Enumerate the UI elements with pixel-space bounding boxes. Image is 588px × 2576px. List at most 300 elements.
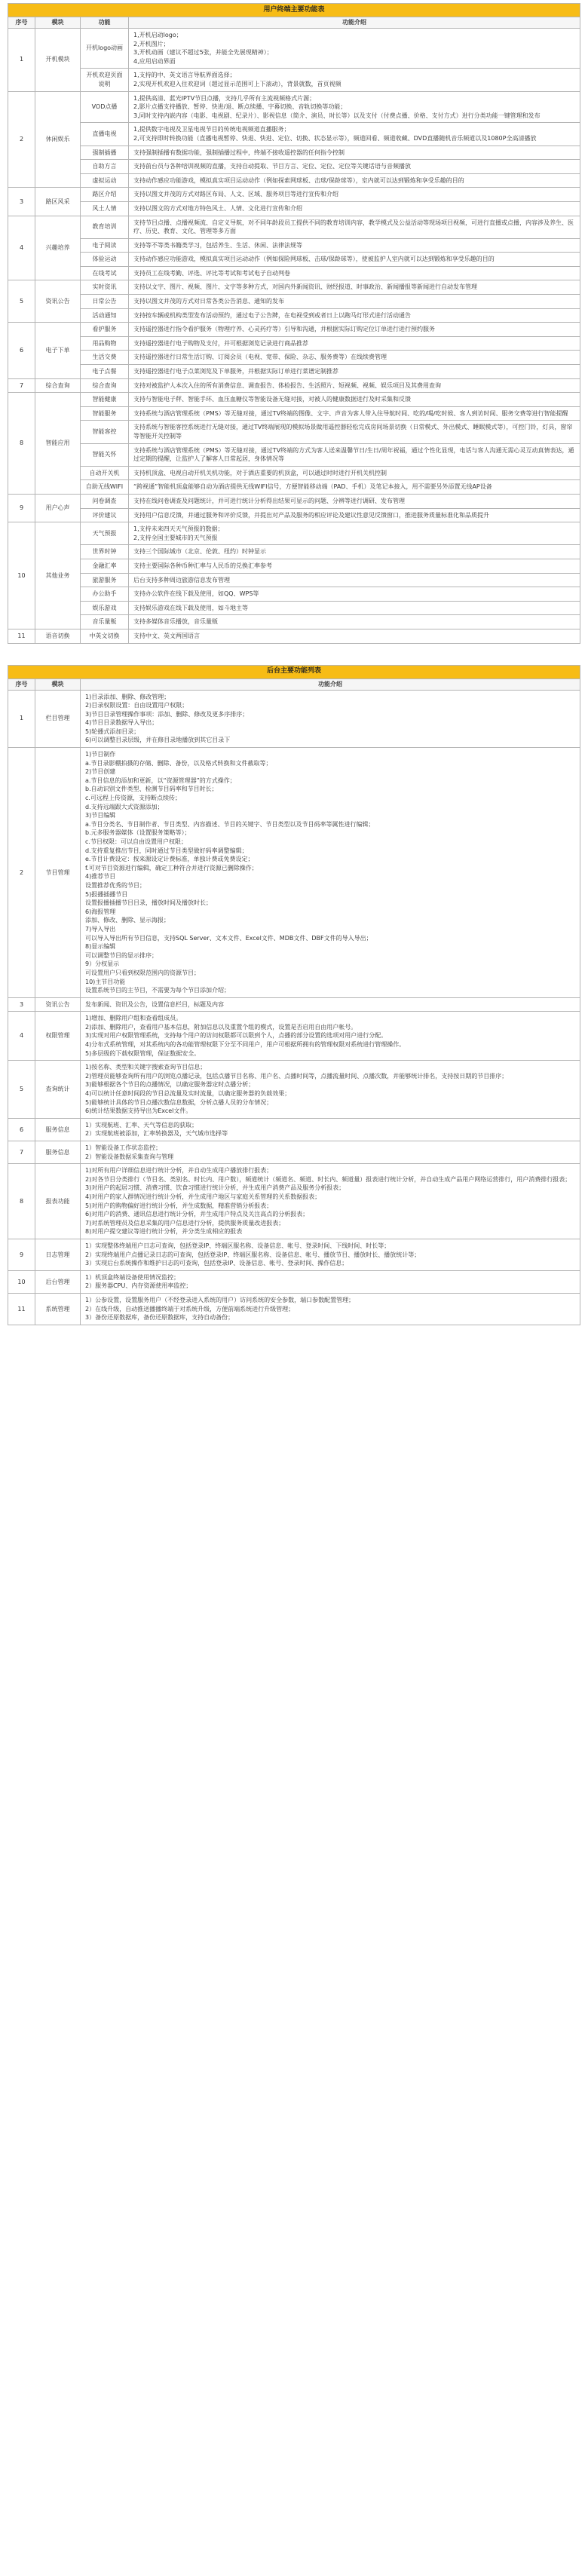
back-row xyxy=(8,1141,580,1164)
description-line: 1)对所有用户详细信息进行统计分析，并自动生成用户播放排行报表； xyxy=(85,1167,273,1175)
function-description xyxy=(129,323,580,337)
back-row xyxy=(8,1012,580,1061)
front-table-body xyxy=(8,29,580,644)
description-line: 可以导入导出所有节目信息，支持SQL Server、文本文件、Excel文件、MDB文件、DBF文件的导入导出； xyxy=(85,934,372,942)
description-line: 6)可以调整目录层级，并在修目录地播放到其它目录下 xyxy=(85,737,231,744)
function-description xyxy=(129,336,580,351)
function-description xyxy=(81,1012,580,1061)
description-line: 支持强制插播有数据功能，强制插播过程中，终端不接收遥控器的任何指令控制 xyxy=(133,149,345,156)
description-line: b.自动识别文件类型、检测节目码率和节目时长； xyxy=(85,786,218,793)
description-line: 支持动作感应功能游戏，模拟真实项目运动动作（例如探索网球板、击球/保龄球等），室内就可以达到锻炼和享受乐趣的目的 xyxy=(133,176,464,184)
back-row xyxy=(8,1239,580,1270)
description-line: 1)增加、删除用户组和查看组成员。 xyxy=(85,1015,182,1022)
function-description xyxy=(81,1270,580,1293)
description-line: 2,可支持即时转换功能（直播电视暂停、快退、快进、定位、切换、状态显示等），频道回看、频道收藏、DVD直播随机音乐频道以及1080P全高清播放 xyxy=(133,134,537,142)
description-line: 支持娱乐游戏在线下载及使用，如斗地主等 xyxy=(133,604,248,611)
module-name: 查询统计 xyxy=(35,1061,81,1119)
back-row xyxy=(8,748,580,998)
function-name: 智能关怀 xyxy=(81,443,129,466)
function-description xyxy=(129,91,580,123)
description-line: 2,实现开机欢迎入住欢迎词（超过显示范围可上下滚动），背景就数，首页视频 xyxy=(133,80,341,87)
description-line: 支持以图文的方式对地方特色风土、人情、文化进行宣传和介绍 xyxy=(133,204,302,212)
function-description xyxy=(81,1239,580,1270)
description-line: 4,应用启动界面 xyxy=(133,57,176,65)
back-row xyxy=(8,997,580,1012)
function-description xyxy=(129,160,580,174)
description-line: d.支持远端跟大式资源添加； xyxy=(85,803,164,810)
module-name: 报表功能 xyxy=(35,1164,81,1239)
function-name: 自动开关机 xyxy=(81,466,129,480)
description-line: 支持系统与酒店管理系统（PMS）等无缝对接，通过TV终端的方式为客人送来温馨节日/生日/周年祝福，通过个性化显现，电话与客人沟通无需心灵互动真情表达，通过定期的提醒，让监护人了解客人日常起居，身体情况等 xyxy=(133,446,574,463)
back-row xyxy=(8,1061,580,1119)
function-name: 实时资讯 xyxy=(81,280,129,295)
module-name: 后台管理 xyxy=(35,1270,81,1293)
module-name: 栏目管理 xyxy=(35,690,81,748)
description-line: 10)主节目功能 xyxy=(85,978,126,985)
description-line: 3)实现对用户权限管理系统，支持每个用户的访问权限都可以限到个人，点播的部分设置的选项对用户进行分配。 xyxy=(85,1032,387,1040)
function-description xyxy=(129,238,580,253)
description-line: 7)对系统管理员及信息采集的用户信息进行分析，提供服务质量改进报表； xyxy=(85,1219,285,1227)
function-description xyxy=(129,393,580,407)
front-row xyxy=(8,351,580,365)
front-row xyxy=(8,253,580,267)
function-description xyxy=(129,573,580,587)
description-line: 1）智能设备工作状态监控； xyxy=(85,1144,162,1151)
function-description xyxy=(129,508,580,522)
description-line: 支持多媒体音乐播放，音乐量贩 xyxy=(133,618,218,626)
description-line: 8)对用户提交建议等进行统计分析，并分类生成相应的报表 xyxy=(85,1228,243,1236)
function-name: 音乐量贩 xyxy=(81,615,129,629)
back-row xyxy=(8,1293,580,1325)
front-function-table xyxy=(8,3,580,644)
description-line: 6)对用户的消费、通讯信息进行统计分析，并生成用户特点及关注高点的分析报表； xyxy=(85,1211,309,1218)
front-row xyxy=(8,629,580,643)
description-line: 2）实现终端用户点播记录日志的可查询，包括登录IP、终端区服名称、设备信息、帐号、播放节目、播放时长、播放统计等； xyxy=(85,1251,421,1258)
function-description xyxy=(81,1164,580,1239)
front-row xyxy=(8,216,580,238)
front-table-title: 用户终端主要功能表 xyxy=(8,4,580,17)
description-line: 1)目录添加、删除、修改管理； xyxy=(85,693,170,700)
front-row xyxy=(8,323,580,337)
row-number: 6 xyxy=(8,1118,35,1141)
front-row xyxy=(8,365,580,379)
front-row xyxy=(8,494,580,508)
function-description xyxy=(129,522,580,545)
back-row xyxy=(8,1270,580,1293)
function-description xyxy=(129,421,580,443)
description-line: 5)轮播式添加目录； xyxy=(85,727,140,735)
front-row xyxy=(8,308,580,323)
description-line: 2)节目创建 xyxy=(85,768,116,776)
description-line: 支持主要国际各种币种汇率与人民币的兑换汇率参考 xyxy=(133,562,272,569)
description-line: 支持遥控器进行日常生活订购、订阅会员（电视、宽带、保险、杂志、服务费等）在线续费管理 xyxy=(133,354,387,361)
back-table-title: 后台主要功能列表 xyxy=(8,665,580,678)
description-line: 支持办公软件在线下载及使用，如QQ、WPS等 xyxy=(133,590,259,598)
description-line: 6)统计结果数据支持导出为Excel文件。 xyxy=(85,1107,192,1115)
description-line: 支持前台员与各种培训视频的直播，支持自动提取、节目方言、定位、定位、定位等关键话语与音频播放 xyxy=(133,163,411,170)
front-row xyxy=(8,160,580,174)
function-description xyxy=(129,280,580,295)
description-line: 1,支持未来四天天气预报的数据； xyxy=(133,525,224,533)
front-row xyxy=(8,443,580,466)
function-name: 开机欢迎页面说明 xyxy=(81,69,129,91)
description-line: 3）实现后台系统操作和维护日志的可查询，包括登录IP、设备信息、帐号、登录时间、操作信息； xyxy=(85,1260,348,1267)
function-name: 电子点餐 xyxy=(81,365,129,379)
front-row xyxy=(8,295,580,309)
front-row xyxy=(8,238,580,253)
row-number: 9 xyxy=(8,1239,35,1270)
function-description xyxy=(129,295,580,309)
function-description xyxy=(129,559,580,573)
front-row xyxy=(8,559,580,573)
back-header-desc: 功能介绍 xyxy=(81,678,580,690)
description-line: 1）公参设置，设置服务用户（不经登录进入系统的用户）访问系统的安全参数，端口参数配置管理； xyxy=(85,1296,355,1303)
function-name: 世界时钟 xyxy=(81,545,129,559)
front-row xyxy=(8,69,580,91)
function-description xyxy=(81,997,580,1012)
module-name: 兴趣培养 xyxy=(35,216,81,280)
description-line: 4)节目目录数据导入导出； xyxy=(85,719,158,727)
description-line: 4)分布式系统管理，对其系统内的各功能管理权限下分至不同用户，用户可根据所拥有的管理权限对系统进行管理操作。 xyxy=(85,1041,406,1049)
description-line: 1）机顶盒终端设备使用情况监控； xyxy=(85,1273,180,1281)
function-description xyxy=(129,629,580,643)
description-line: 可以调整节目的显示排序； xyxy=(85,951,158,959)
description-line: b.元多服务器媒体（设置服务策略等）； xyxy=(85,829,191,837)
row-number: 1 xyxy=(8,690,35,748)
function-description xyxy=(129,378,580,393)
front-row xyxy=(8,266,580,280)
description-line: 1)按名称、类型和关键字搜索查询节目信息； xyxy=(85,1064,207,1071)
module-name: 休闲娱乐 xyxy=(35,91,81,188)
function-name: 智能客控 xyxy=(81,421,129,443)
description-line: a.节目分类名、节目制作者、节目类型、内容描述、节目的关键字、节目类型以及节目码率等属性进行编辑； xyxy=(85,820,375,828)
description-line: 支持中文、英文两国语言 xyxy=(133,632,200,639)
row-number: 1 xyxy=(8,29,35,92)
row-number: 2 xyxy=(8,91,35,188)
description-line: 1）实现整体终端用户日志可查询，包括登录IP、终端区服名称、设备信息、帐号、登录时间、下线时间、时长等； xyxy=(85,1242,390,1249)
table-gap xyxy=(8,644,580,665)
function-name: 智能健康 xyxy=(81,393,129,407)
function-description xyxy=(129,216,580,238)
function-name: 智能服务 xyxy=(81,406,129,421)
description-line: 支持动作感应功能游戏，模拟真实项目运动动作（例如探险网球板、击球/保龄球等），使被监护人室内就可以达到锻炼和享受乐趣的目的 xyxy=(133,256,495,263)
description-line: 5)报播插播节目 xyxy=(85,890,128,898)
description-line: 2)添加、删除用户，查看用户基本信息，附加信息以及重置个组的模式，设置是否启用自由用户帐号。 xyxy=(85,1023,357,1031)
function-description xyxy=(129,351,580,365)
front-row xyxy=(8,123,580,145)
description-line: 支持以图文并茂的方式对日常各类公告消息、通知的发布 xyxy=(133,298,284,305)
back-header-module: 模块 xyxy=(35,678,81,690)
description-line: 2）在线升级，自动推送播播终端于对系统升级，方便前端系统进行升级管理； xyxy=(85,1305,295,1313)
function-name: 娱乐游戏 xyxy=(81,601,129,615)
function-description xyxy=(129,615,580,629)
description-line: 支持对被监护人本次入住的所有消费信息、调查报告、体检报告、生活照片、短视频、视频、娱乐项目及其费用查询 xyxy=(133,381,441,389)
module-name: 系统管理 xyxy=(35,1293,81,1325)
function-name: 强制插播 xyxy=(81,145,129,160)
function-description xyxy=(129,494,580,508)
module-name: 用户心声 xyxy=(35,494,81,522)
back-table-body xyxy=(8,690,580,1325)
front-header-func: 功能 xyxy=(81,17,129,29)
function-description xyxy=(129,266,580,280)
function-description xyxy=(129,29,580,69)
description-line: 添加、修改、删除、显示海报； xyxy=(85,917,170,924)
module-name: 节目管理 xyxy=(35,748,81,998)
description-line: 1)节目制作 xyxy=(85,751,116,758)
description-line: 3)节目目录管理操作事项：添加、删除、修改及更多序排序； xyxy=(85,710,249,718)
description-line: 4)可以统计任意时间段的节目总流量及实时流量，以确定服务器的负载效果； xyxy=(85,1090,291,1098)
row-number: 5 xyxy=(8,280,35,323)
function-name: 综合查询 xyxy=(81,378,129,393)
description-line: 2）智能设备数据采集查询与管理 xyxy=(85,1153,174,1160)
front-row xyxy=(8,545,580,559)
description-line: 支持以图文并茂的方式对路区布局、人文、区域、服务项目等进行宣传和介绍 xyxy=(133,191,338,198)
function-name: 评价建议 xyxy=(81,508,129,522)
description-line: c.节目权限：可以自由设置用户权限； xyxy=(85,838,187,845)
front-row xyxy=(8,587,580,602)
front-row xyxy=(8,145,580,160)
function-name: 自助无线WIFI xyxy=(81,480,129,495)
module-name: 服务信息 xyxy=(35,1118,81,1141)
description-line: 支持员工在线考勤、评选、评比等考试和考试电子自动判卷 xyxy=(133,269,290,277)
function-description xyxy=(129,365,580,379)
function-description xyxy=(129,188,580,202)
description-line: e.节目计费设定：按来源设定计费标准，单独计费或免费设定； xyxy=(85,856,254,863)
function-description xyxy=(81,1141,580,1164)
front-row xyxy=(8,29,580,69)
function-description xyxy=(129,406,580,421)
front-row xyxy=(8,466,580,480)
function-name: 生活交费 xyxy=(81,351,129,365)
description-line: 1）实现航班、汇率、天气等信息的获取； xyxy=(85,1121,198,1129)
front-row xyxy=(8,393,580,407)
row-number: 11 xyxy=(8,1293,35,1325)
description-line: 4)对用户的家人群情况进行统计分析，并生成用户地区与家庭关系管理的关系数据报表； xyxy=(85,1193,321,1200)
description-line: 4)推荐节目 xyxy=(85,873,116,881)
function-name: 用品购物 xyxy=(81,336,129,351)
function-name: 中英文切换 xyxy=(81,629,129,643)
front-row xyxy=(8,522,580,545)
function-name: 日常公告 xyxy=(81,295,129,309)
module-name: 智能应用 xyxy=(35,393,81,495)
row-number: 5 xyxy=(8,1061,35,1119)
function-name: 活动通知 xyxy=(81,308,129,323)
description-line: 支持节目点播、点播视频流、自定义导航，对不同年龄段员工提供不同的教育培训内容，教学模式及公益活动等现场项目视频，可进行直播或点播，内容涉及养生、医疗、历史、教育、文化、管理等多方面 xyxy=(133,219,574,235)
description-line: 3）备份还原数据库，备份还原数据库，支持自动备份； xyxy=(85,1314,234,1322)
function-description xyxy=(81,1061,580,1119)
description-line: 2,开机图片； xyxy=(133,40,170,47)
module-name: 权限管理 xyxy=(35,1012,81,1061)
function-name: 问卷调查 xyxy=(81,494,129,508)
description-line: 发布新闻、资讯及公告，设置信息栏目，标题及内容 xyxy=(85,1000,224,1008)
description-line: 1,支持的中、英文语言导航界面选择； xyxy=(133,72,236,79)
front-row xyxy=(8,508,580,522)
module-name: 综合查询 xyxy=(35,378,81,393)
description-line: 2,影片点播支持播放、暂停、快进/退、断点续播、字幕切换、音轨切换等功能； xyxy=(133,103,347,111)
front-row xyxy=(8,188,580,202)
front-row xyxy=(8,421,580,443)
back-row xyxy=(8,1118,580,1141)
description-line: 支持系统与智能客控系统进行无缝对接，通过TV终端展现的模拟场景做用遥控器轻松完成房间场景切换（日常模式、外出模式、睡眠模式等），可控门铃，灯具，窗帘等智能开关控制等 xyxy=(133,424,573,440)
front-header-no: 序号 xyxy=(8,17,35,29)
function-name: 风土人情 xyxy=(81,201,129,216)
description-line: 3)能够根据各个节目的点播情况，以确定服务器定时点播分析； xyxy=(85,1081,255,1089)
description-line: 5)对用户的购物偏好进行统计分析，并生成数据，精准营销分析报表； xyxy=(85,1202,273,1209)
description-line: a.节目信息的添加和更新，以“资源管理器”的方式操作； xyxy=(85,776,236,784)
description-line: 1,提供高清、蓝光IPTV节目点播，支持几乎所有主流视频格式片源； xyxy=(133,94,316,102)
description-line: 支持等不等类书籍类学习，包括养生、生活、休闲、法律法规等 xyxy=(133,241,302,249)
description-line: 可设置用户只看到权限范围内的资源节目； xyxy=(85,969,200,976)
front-row xyxy=(8,280,580,295)
description-line: 1,提供数字电视及卫星电视节目的传统电视频道直播服务； xyxy=(133,126,290,133)
description-line: 9）分权显示 xyxy=(85,960,120,968)
description-line: d.支持重复推出节目，同时通过节目类型做好码率调整编辑； xyxy=(85,847,248,854)
description-line: 支持用户信息反馈，并通过服务和评价反馈，并提出对产品及服务的相应评论及建议性意见反馈窗口，推进服务质量标准化和品质提升 xyxy=(133,511,489,519)
function-name: 自助方言 xyxy=(81,160,129,174)
description-line: 支持遥控器进行指令看护服务（物理疗养、心灵药疗等）引导和沟通，并根据实际订购定位订单进行进行预约服务 xyxy=(133,326,435,333)
back-header-no: 序号 xyxy=(8,678,35,690)
description-line: 1,开机启动logo； xyxy=(133,32,182,38)
description-line: 2)对各节目分类排行（节目名、类别名、时长内、用户数），频道统计（频道名、频道、时长内、频道量）报表进行统计分析，并自动生成产品用户网络运营排行，用户消费排行报表； xyxy=(85,1175,571,1183)
description-line: 7)导入导出 xyxy=(85,925,116,933)
description-line: 支持在线问卷调查及问题统计，并可进行统计分析得出结果可显示的问题、分辨等进行调研、发布管理 xyxy=(133,497,405,504)
function-name: 教育培训 xyxy=(81,216,129,238)
function-name: 办公助手 xyxy=(81,587,129,602)
module-name: 日志管理 xyxy=(35,1239,81,1270)
back-row xyxy=(8,690,580,748)
description-line: 2)目录权限设置：自由设置用户权限； xyxy=(85,702,188,709)
front-row xyxy=(8,91,580,123)
function-description xyxy=(81,690,580,748)
description-line: 2)管理员能够查询所有用户的浏览点播记录，包括点播节目名称、用户名、点播时间等，点播流量时间、点播次数，并能够统计排名，支持按日期的节目排序； xyxy=(85,1072,508,1080)
row-number: 3 xyxy=(8,188,35,216)
front-row xyxy=(8,336,580,351)
function-name: 天气预报 xyxy=(81,522,129,545)
function-name: 虚拟运动 xyxy=(81,173,129,188)
function-description xyxy=(129,466,580,480)
function-description xyxy=(129,173,580,188)
function-description xyxy=(129,601,580,615)
module-name: 电子下单 xyxy=(35,323,81,378)
description-line: 3,同时支持内嵌内容（电影、电视剧、纪录片）、影视信息（简介、演员、时长等）以及支付（付费点播、价格、支付方式）进行分类功能一键管理和发布 xyxy=(133,112,541,119)
function-name: 金融汇率 xyxy=(81,559,129,573)
function-name: 看护服务 xyxy=(81,323,129,337)
description-line: 3,开机动画（建议不超过5张，并能全先展现精神）； xyxy=(133,49,273,57)
description-line: a.节目录影棚拍摄的存储、删除、备份，以及格式转换和文件截取等； xyxy=(85,759,272,767)
row-number: 9 xyxy=(8,494,35,522)
front-header-module: 模块 xyxy=(35,17,81,29)
row-number: 4 xyxy=(8,216,35,280)
function-description xyxy=(129,201,580,216)
description-line: 3)节目编辑 xyxy=(85,812,116,819)
description-line: 设置系统节目的主节目，不需要为每个节目添加介绍； xyxy=(85,987,230,994)
description-line: “跨视通”智能机顶盒能够自动为酒店提供无线WIFI信号，方便智能移动端（PAD、手机）及笔记本接入，用不需要另外添置无线AP设备 xyxy=(133,483,492,491)
function-description xyxy=(129,480,580,495)
function-description xyxy=(129,123,580,145)
description-line: 8)显示编辑 xyxy=(85,943,116,951)
function-description xyxy=(129,308,580,323)
description-line: 设置报播插播节目目录，播放时间及播放时长； xyxy=(85,899,212,907)
function-description xyxy=(129,69,580,91)
description-line: 设置推荐优秀的节目； xyxy=(85,881,145,889)
row-number: 11 xyxy=(8,629,35,643)
function-name: 体验运动 xyxy=(81,253,129,267)
row-number: 10 xyxy=(8,1270,35,1293)
back-row xyxy=(8,1164,580,1239)
row-number: 8 xyxy=(8,393,35,495)
description-line: 支持遥控器进行电子购物及支付，并可根据浏览记录进行商品推荐 xyxy=(133,339,308,347)
description-line: 支持以文字、图片、视频、图片、文字等多种方式，对国内外新闻资讯、财经报道、时事政治、新闻播报等新闻进行自动发布管理 xyxy=(133,283,477,291)
function-description xyxy=(129,545,580,559)
front-row xyxy=(8,480,580,495)
row-number: 8 xyxy=(8,1164,35,1239)
function-name: 电子阅读 xyxy=(81,238,129,253)
module-name: 开机模块 xyxy=(35,29,81,92)
row-number: 7 xyxy=(8,1141,35,1164)
module-name: 语音切换 xyxy=(35,629,81,643)
description-line: 后台支持多种周边旅游信息发布管理 xyxy=(133,576,230,584)
description-line: f.可对节目资源进行编辑，确定工种符合并进行资源已删除操作； xyxy=(85,864,258,871)
function-name: 在线考试 xyxy=(81,266,129,280)
description-line: 2,支持全国主要城市的天气预报 xyxy=(133,534,218,541)
module-name: 服务信息 xyxy=(35,1141,81,1164)
module-name: 其他业务 xyxy=(35,522,81,629)
front-row xyxy=(8,406,580,421)
row-number: 7 xyxy=(8,378,35,393)
function-name: 路区介绍 xyxy=(81,188,129,202)
module-name: 路区风采 xyxy=(35,188,81,216)
function-description xyxy=(81,1293,580,1325)
row-number: 6 xyxy=(8,323,35,378)
description-line: 支持三个国际城市（北京、伦敦、纽约）时钟显示 xyxy=(133,548,266,556)
row-number: 2 xyxy=(8,748,35,998)
function-name: 旅游服务 xyxy=(81,573,129,587)
description-line: 2）服务器CPU、内存资源使用率监控； xyxy=(85,1282,192,1290)
front-row xyxy=(8,201,580,216)
description-line: c.可远程上传资源，支持断点续传； xyxy=(85,795,181,802)
back-function-table xyxy=(8,665,580,1325)
front-row xyxy=(8,601,580,615)
front-row xyxy=(8,573,580,587)
function-description xyxy=(129,587,580,602)
function-description xyxy=(129,443,580,466)
row-number: 4 xyxy=(8,1012,35,1061)
description-line: 支持与智能电子秤、智能手环、血压血糖仪等智能设备无缝对接，对被人的健康数据进行及时采集和反馈 xyxy=(133,396,411,403)
front-row xyxy=(8,615,580,629)
front-row xyxy=(8,173,580,188)
description-line: 支持机顶盒、电视自动开机关机功能，对于酒店重要的机顶盒，可以通过时时进行开机关机控制 xyxy=(133,469,387,476)
row-number: 10 xyxy=(8,522,35,629)
description-line: 5)能够统计具体的节目点播次数信息数据，分析点播人员的分布情况； xyxy=(85,1098,273,1106)
function-name: VOD点播 xyxy=(81,91,129,123)
description-line: 支持系统与酒店管理系统（PMS）等无缝对接，通过TV终端的图像、文字、声音为客人带入住导航时间、吃的/喝/吃时候、客人到访时间、服务交费等进行智能提醒 xyxy=(133,409,568,417)
function-description xyxy=(129,253,580,267)
description-line: 3)对用户的起居习惯、消费习惯、饮食习惯进行统计分析，并生成用户消费产品及服务分析报表； xyxy=(85,1184,345,1192)
function-description xyxy=(81,748,580,998)
description-line: 5)多层级的下载权限管理，保证数据安全。 xyxy=(85,1049,201,1057)
function-description xyxy=(129,145,580,160)
module-name: 资讯公告 xyxy=(35,997,81,1012)
description-line: 支持遥控器进行电子点菜浏览及下单服务，并根据实际订单进行菜谱定制推荐 xyxy=(133,368,338,375)
function-name: 直播电视 xyxy=(81,123,129,145)
description-line: 支持按车辆或机构类型发布活动预约，通过电子公告牌，在电视受到或者日上以跑马灯形式进行活动通告 xyxy=(133,311,411,319)
function-description xyxy=(81,1118,580,1141)
module-name: 资讯公告 xyxy=(35,280,81,323)
row-number: 3 xyxy=(8,997,35,1012)
description-line: 6)海报管理 xyxy=(85,908,116,915)
description-line: 2）实现航班被添加，汇率转换器及，天气城市选择等 xyxy=(85,1130,228,1138)
front-header-desc: 功能介绍 xyxy=(129,17,580,29)
